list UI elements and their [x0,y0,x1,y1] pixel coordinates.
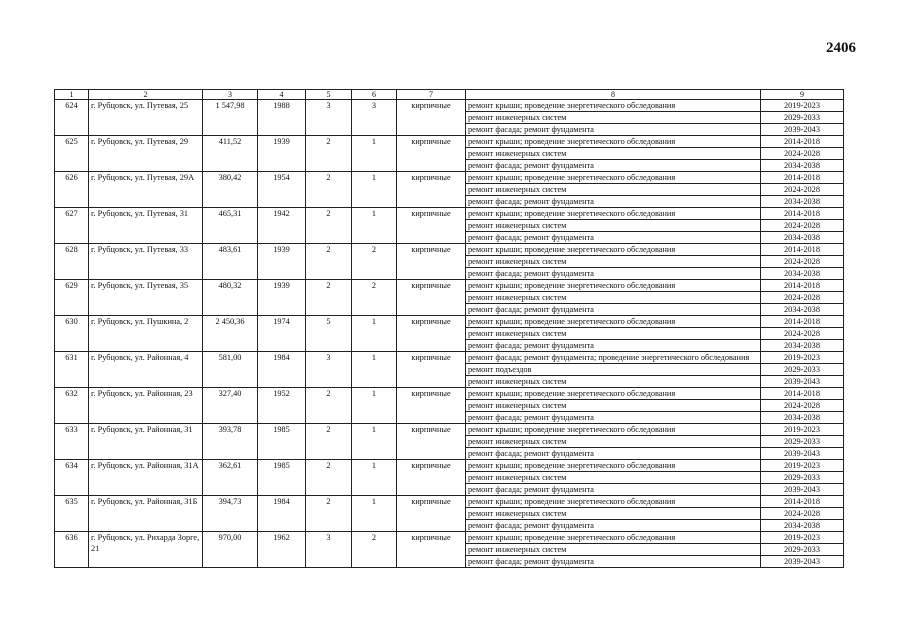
table-row [55,100,844,112]
floors-cell: 5 [306,316,352,352]
wall-material-cell: кирпичные [397,496,466,532]
repair-period-cell: 2014-2018 [761,136,844,148]
repair-work-cell: ремонт инженерных систем [466,328,761,340]
table-row [55,280,844,292]
table-row [55,244,844,256]
floors-cell: 2 [306,424,352,460]
house-number-cell: 630 [55,316,89,352]
repair-period-cell: 2029-2033 [761,112,844,124]
repair-work-cell: ремонт фасада; ремонт фундамента [466,268,761,280]
entrances-cell: 1 [352,388,397,424]
wall-material-cell: кирпичные [397,244,466,280]
column-header: 7 [397,90,466,100]
repair-work-cell: ремонт крыши; проведение энергетического обследования [466,532,761,544]
table-row [55,136,844,148]
table-row [55,460,844,472]
repair-work-cell: ремонт инженерных систем [466,544,761,556]
column-header: 1 [55,90,89,100]
repair-work-cell: ремонт крыши; проведение энергетического обследования [466,208,761,220]
area-cell: 970,00 [203,532,258,568]
entrances-cell: 1 [352,208,397,244]
area-cell: 480,32 [203,280,258,316]
area-cell: 581,00 [203,352,258,388]
wall-material-cell: кирпичные [397,532,466,568]
repair-period-cell: 2024-2028 [761,184,844,196]
floors-cell: 2 [306,496,352,532]
wall-material-cell: кирпичные [397,460,466,496]
entrances-cell: 1 [352,172,397,208]
wall-material-cell: кирпичные [397,208,466,244]
column-header: 9 [761,90,844,100]
repair-period-cell: 2024-2028 [761,292,844,304]
address-cell: г. Рубцовск, ул. Районная, 31Б [89,496,203,532]
house-number-cell: 628 [55,244,89,280]
column-header: 3 [203,90,258,100]
area-cell: 327,40 [203,388,258,424]
area-cell: 394,73 [203,496,258,532]
area-cell: 465,31 [203,208,258,244]
repair-work-cell: ремонт фасада; ремонт фундамента [466,520,761,532]
repair-work-cell: ремонт инженерных систем [466,436,761,448]
repair-period-cell: 2034-2038 [761,304,844,316]
column-header: 6 [352,90,397,100]
repair-work-cell: ремонт фасада; ремонт фундамента [466,556,761,568]
wall-material-cell: кирпичные [397,136,466,172]
wall-material-cell: кирпичные [397,424,466,460]
floors-cell: 2 [306,244,352,280]
capital-repair-table [54,89,844,568]
repair-work-cell: ремонт инженерных систем [466,148,761,160]
house-number-cell: 625 [55,136,89,172]
address-cell: г. Рубцовск, ул. Путевая, 29А [89,172,203,208]
year-built-cell: 1984 [258,496,306,532]
table-row [55,316,844,328]
repair-work-cell: ремонт фасада; ремонт фундамента [466,124,761,136]
repair-period-cell: 2039-2043 [761,448,844,460]
repair-work-cell: ремонт инженерных систем [466,220,761,232]
year-built-cell: 1942 [258,208,306,244]
repair-work-cell: ремонт фасада; ремонт фундамента [466,196,761,208]
entrances-cell: 1 [352,316,397,352]
repair-period-cell: 2014-2018 [761,280,844,292]
repair-work-cell: ремонт крыши; проведение энергетического обследования [466,136,761,148]
entrances-cell: 1 [352,352,397,388]
floors-cell: 2 [306,172,352,208]
repair-work-cell: ремонт инженерных систем [466,472,761,484]
repair-work-cell: ремонт фасада; ремонт фундамента [466,232,761,244]
repair-work-cell: ремонт фасада; ремонт фундамента [466,160,761,172]
repair-period-cell: 2019-2023 [761,532,844,544]
address-cell: г. Рубцовск, ул. Путевая, 33 [89,244,203,280]
house-number-cell: 636 [55,532,89,568]
repair-work-cell: ремонт фасада; ремонт фундамента; проведение энергетического обследования [466,352,761,364]
year-built-cell: 1962 [258,532,306,568]
repair-period-cell: 2034-2038 [761,196,844,208]
entrances-cell: 1 [352,496,397,532]
repair-period-cell: 2039-2043 [761,556,844,568]
repair-work-cell: ремонт крыши; проведение энергетического обследования [466,280,761,292]
year-built-cell: 1974 [258,316,306,352]
repair-work-cell: ремонт фасада; ремонт фундамента [466,304,761,316]
entrances-cell: 2 [352,280,397,316]
repair-period-cell: 2024-2028 [761,508,844,520]
repair-period-cell: 2014-2018 [761,172,844,184]
wall-material-cell: кирпичные [397,172,466,208]
house-number-cell: 624 [55,100,89,136]
repair-work-cell: ремонт крыши; проведение энергетического обследования [466,460,761,472]
column-number-row [55,90,844,100]
repair-work-cell: ремонт подъездов [466,364,761,376]
column-header: 4 [258,90,306,100]
year-built-cell: 1952 [258,388,306,424]
house-number-cell: 626 [55,172,89,208]
repair-period-cell: 2039-2043 [761,484,844,496]
house-number-cell: 633 [55,424,89,460]
entrances-cell: 1 [352,424,397,460]
repair-period-cell: 2014-2018 [761,244,844,256]
repair-period-cell: 2024-2028 [761,256,844,268]
floors-cell: 2 [306,280,352,316]
wall-material-cell: кирпичные [397,100,466,136]
repair-period-cell: 2014-2018 [761,388,844,400]
wall-material-cell: кирпичные [397,352,466,388]
house-number-cell: 627 [55,208,89,244]
area-cell: 1 547,98 [203,100,258,136]
repair-period-cell: 2034-2038 [761,412,844,424]
repair-work-cell: ремонт инженерных систем [466,292,761,304]
wall-material-cell: кирпичные [397,316,466,352]
repair-work-cell: ремонт крыши; проведение энергетического обследования [466,100,761,112]
area-cell: 411,52 [203,136,258,172]
repair-work-cell: ремонт крыши; проведение энергетического обследования [466,388,761,400]
area-cell: 380,42 [203,172,258,208]
entrances-cell: 2 [352,244,397,280]
repair-work-cell: ремонт инженерных систем [466,184,761,196]
year-built-cell: 1939 [258,244,306,280]
floors-cell: 2 [306,208,352,244]
repair-work-cell: ремонт инженерных систем [466,508,761,520]
address-cell: г. Рубцовск, ул. Путевая, 35 [89,280,203,316]
repair-work-cell: ремонт крыши; проведение энергетического обследования [466,424,761,436]
entrances-cell: 1 [352,136,397,172]
repair-period-cell: 2034-2038 [761,340,844,352]
repair-period-cell: 2029-2033 [761,364,844,376]
repair-period-cell: 2024-2028 [761,328,844,340]
repair-work-cell: ремонт инженерных систем [466,376,761,388]
repair-period-cell: 2019-2023 [761,460,844,472]
table-row [55,208,844,220]
year-built-cell: 1939 [258,136,306,172]
floors-cell: 3 [306,100,352,136]
house-number-cell: 634 [55,460,89,496]
repair-period-cell: 2014-2018 [761,496,844,508]
table-row [55,424,844,436]
entrances-cell: 1 [352,460,397,496]
repair-period-cell: 2034-2038 [761,520,844,532]
entrances-cell: 2 [352,532,397,568]
year-built-cell: 1985 [258,424,306,460]
repair-work-cell: ремонт крыши; проведение энергетического обследования [466,316,761,328]
repair-work-cell: ремонт инженерных систем [466,400,761,412]
address-cell: г. Рубцовск, ул. Путевая, 29 [89,136,203,172]
repair-period-cell: 2019-2023 [761,424,844,436]
wall-material-cell: кирпичные [397,388,466,424]
page-number: 2406 [826,40,856,56]
column-header: 8 [466,90,761,100]
repair-period-cell: 2024-2028 [761,220,844,232]
table-row [55,172,844,184]
floors-cell: 3 [306,532,352,568]
address-cell: г. Рубцовск, ул. Рихарда Зорге, 21 [89,532,203,568]
repair-period-cell: 2029-2033 [761,472,844,484]
area-cell: 2 450,36 [203,316,258,352]
repair-work-cell: ремонт фасада; ремонт фундамента [466,340,761,352]
address-cell: г. Рубцовск, ул. Районная, 31 [89,424,203,460]
repair-work-cell: ремонт крыши; проведение энергетического обследования [466,172,761,184]
table-body [55,90,844,568]
repair-work-cell: ремонт крыши; проведение энергетического обследования [466,496,761,508]
column-header: 5 [306,90,352,100]
year-built-cell: 1984 [258,352,306,388]
wall-material-cell: кирпичные [397,280,466,316]
table-row [55,532,844,544]
address-cell: г. Рубцовск, ул. Районная, 4 [89,352,203,388]
repair-period-cell: 2019-2023 [761,352,844,364]
repair-period-cell: 2024-2028 [761,400,844,412]
address-cell: г. Рубцовск, ул. Пушкина, 2 [89,316,203,352]
repair-work-cell: ремонт крыши; проведение энергетического обследования [466,244,761,256]
area-cell: 483,61 [203,244,258,280]
floors-cell: 2 [306,460,352,496]
repair-work-cell: ремонт инженерных систем [466,112,761,124]
repair-period-cell: 2014-2018 [761,208,844,220]
house-number-cell: 629 [55,280,89,316]
repair-period-cell: 2034-2038 [761,268,844,280]
year-built-cell: 1985 [258,460,306,496]
repair-work-cell: ремонт фасада; ремонт фундамента [466,412,761,424]
year-built-cell: 1939 [258,280,306,316]
repair-work-cell: ремонт фасада; ремонт фундамента [466,484,761,496]
table-row [55,388,844,400]
repair-period-cell: 2014-2018 [761,316,844,328]
repair-period-cell: 2039-2043 [761,124,844,136]
house-number-cell: 632 [55,388,89,424]
entrances-cell: 3 [352,100,397,136]
repair-work-cell: ремонт фасада; ремонт фундамента [466,448,761,460]
area-cell: 362,61 [203,460,258,496]
repair-period-cell: 2019-2023 [761,100,844,112]
house-number-cell: 631 [55,352,89,388]
repair-period-cell: 2029-2033 [761,544,844,556]
repair-period-cell: 2034-2038 [761,232,844,244]
floors-cell: 2 [306,388,352,424]
table-row [55,496,844,508]
year-built-cell: 1954 [258,172,306,208]
address-cell: г. Рубцовск, ул. Районная, 23 [89,388,203,424]
address-cell: г. Рубцовск, ул. Районная, 31А [89,460,203,496]
repair-period-cell: 2039-2043 [761,376,844,388]
address-cell: г. Рубцовск, ул. Путевая, 25 [89,100,203,136]
address-cell: г. Рубцовск, ул. Путевая, 31 [89,208,203,244]
repair-period-cell: 2034-2038 [761,160,844,172]
year-built-cell: 1988 [258,100,306,136]
table-row [55,352,844,364]
repair-period-cell: 2029-2033 [761,436,844,448]
repair-period-cell: 2024-2028 [761,148,844,160]
area-cell: 393,78 [203,424,258,460]
floors-cell: 2 [306,136,352,172]
floors-cell: 3 [306,352,352,388]
house-number-cell: 635 [55,496,89,532]
column-header: 2 [89,90,203,100]
repair-work-cell: ремонт инженерных систем [466,256,761,268]
